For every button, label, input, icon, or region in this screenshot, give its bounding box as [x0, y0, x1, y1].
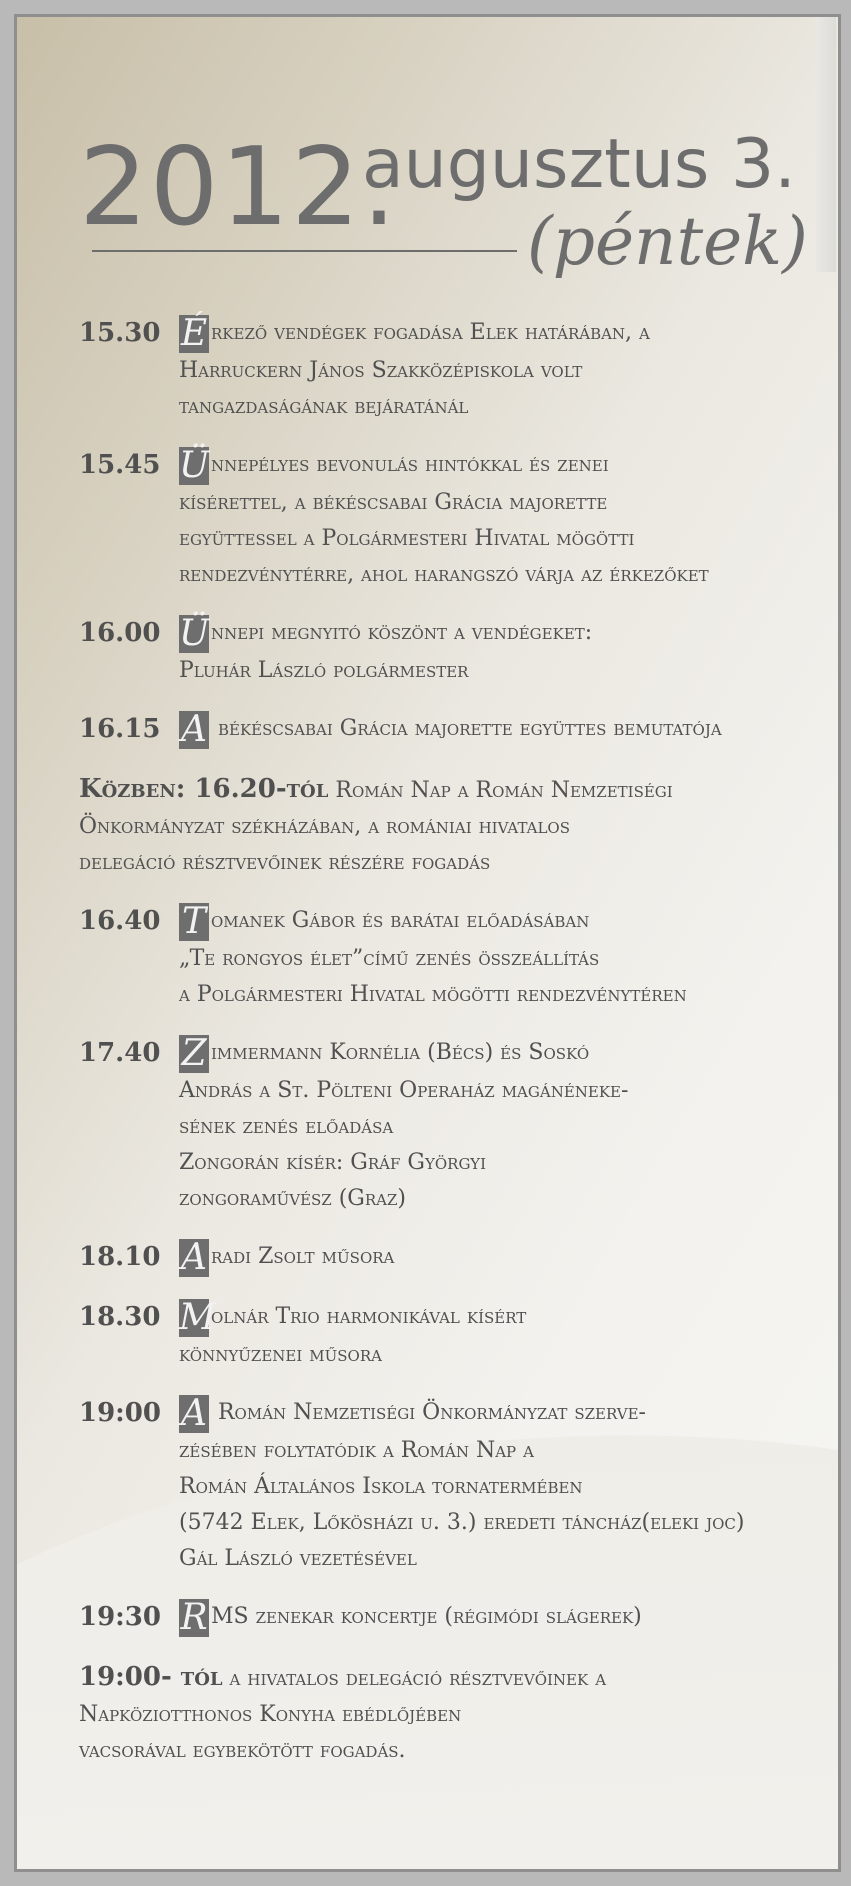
event-line [179, 1433, 819, 1469]
event-line-text: Román Nap a Román Nemzetiségi [328, 778, 673, 803]
event-time: 17.40 [79, 1038, 161, 1068]
drop-cap: T [179, 903, 209, 941]
event-line [79, 1697, 819, 1733]
event-line [179, 557, 819, 593]
event-line-text: nnepi megnyitó köszönt a vendégeket: [211, 620, 593, 645]
header-day: (péntek) [527, 203, 808, 280]
event-line-text: vacsorával egybekötött fogadás. [79, 1738, 406, 1763]
event-text [179, 1239, 819, 1277]
event-line-text: Napköziotthonos Konyha ebédlőjében [79, 1702, 462, 1727]
drop-cap: É [180, 313, 208, 354]
event-line [179, 1505, 819, 1541]
drop-cap: A [181, 1393, 207, 1434]
event-line [179, 941, 819, 977]
drop-cap: A [181, 1237, 207, 1278]
event-line-text: MS zenekar koncertje (régimódi slágerek) [211, 1604, 642, 1629]
event-line-text: tangazdaságának bejáratánál [179, 394, 469, 419]
event-item [79, 1395, 819, 1577]
drop-cap: A [181, 709, 207, 750]
event-text [179, 315, 819, 425]
event-line [179, 1299, 819, 1337]
event-line-text: rkező vendégek fogadása Elek határában, a [211, 320, 650, 345]
event-item [79, 771, 819, 881]
event-line [179, 615, 819, 653]
event-line [79, 771, 819, 809]
event-line [79, 845, 819, 881]
drop-cap: Ü [179, 613, 210, 654]
event-time: 18.10 [79, 1242, 161, 1272]
event-line-text: sének zenés előadása [179, 1114, 394, 1139]
event-line-text: delegáció résztvevőinek részére fogadás [79, 850, 491, 875]
event-line [179, 315, 819, 353]
header-month: augusztus 3. [362, 125, 796, 204]
event-line-text: András a St. Pölteni Operaház magánéneke- [179, 1078, 629, 1103]
event-line [179, 521, 819, 557]
event-lead: Közben: 16.20-tól [79, 774, 329, 804]
event-text [179, 1599, 819, 1637]
event-line-text: immermann Kornélia (Bécs) és Soskó [211, 1040, 590, 1065]
drop-cap: Ü [179, 445, 210, 486]
event-line [179, 389, 819, 425]
event-item [79, 711, 819, 749]
event-line-text: zésében folytatódik a Román Nap a [179, 1438, 534, 1463]
event-line-text: olnár Trio harmonikával kísért [211, 1304, 527, 1329]
event-text [79, 1659, 819, 1769]
event-line-text: (5742 Elek, Lőkösházi u. 3.) eredeti táncház(eleki joc) [179, 1510, 745, 1535]
drop-cap: R [180, 1597, 208, 1638]
event-line-text: radi Zsolt műsora [211, 1244, 395, 1269]
event-line [179, 447, 819, 485]
event-line-text: Román Általános Iskola tornatermében [179, 1474, 583, 1499]
program-panel [14, 14, 841, 1872]
event-time: 16.15 [79, 714, 161, 744]
event-time: 16.00 [79, 618, 161, 648]
event-line [179, 1073, 819, 1109]
event-time: 19:00 [79, 1398, 161, 1428]
event-item [79, 1239, 819, 1277]
event-line-text: a Polgármesteri Hivatal mögötti rendezvénytéren [179, 982, 687, 1007]
event-item [79, 1035, 819, 1217]
event-line [179, 1035, 819, 1073]
event-line-text: omanek Gábor és barátai előadásában [211, 908, 590, 933]
event-line-text: békéscsabai Grácia majorette együttes bemutatója [211, 716, 722, 741]
event-line [179, 485, 819, 521]
event-item [79, 1659, 819, 1769]
event-text [179, 1395, 819, 1577]
event-line-text: Zongorán kísér: Gráf Györgyi [179, 1150, 487, 1175]
event-time: 15.45 [79, 450, 161, 480]
event-line [179, 653, 819, 689]
header-year: 2012. [79, 125, 399, 250]
event-time: 19:30 [79, 1602, 161, 1632]
event-line [79, 1733, 819, 1769]
event-line [179, 711, 819, 749]
event-list [79, 315, 819, 1791]
event-line [79, 1659, 819, 1697]
event-line [79, 809, 819, 845]
header-rule [92, 250, 517, 252]
event-item [79, 903, 819, 1013]
event-text [179, 1299, 819, 1373]
drop-cap: M [179, 1297, 216, 1338]
event-line-text: „Te rongyos élet”című zenés összeállítás [179, 946, 600, 971]
event-item [79, 1599, 819, 1637]
event-text [179, 615, 819, 689]
event-item [79, 315, 819, 425]
event-line-text: nnepélyes bevonulás hintókkal és zenei [211, 452, 609, 477]
event-line [179, 1239, 819, 1277]
event-line [179, 1541, 819, 1577]
event-line-text: Román Nemzetiségi Önkormányzat szerve- [211, 1400, 646, 1425]
event-item [79, 1299, 819, 1373]
event-line-text: kísérettel, a békéscsabai Grácia majorette [179, 490, 608, 515]
event-line-text: könnyűzenei műsora [179, 1342, 382, 1367]
event-time: 16.40 [79, 906, 161, 936]
event-text [179, 903, 819, 1013]
event-line-text: zongoraművész (Graz) [179, 1186, 407, 1211]
event-text [179, 447, 819, 593]
event-text [79, 771, 819, 881]
event-line-text: Gál László vezetésével [179, 1546, 417, 1571]
event-time: 18.30 [79, 1302, 161, 1332]
event-time: 15.30 [79, 318, 161, 348]
event-line-text: Önkormányzat székházában, a romániai hivatalos [79, 814, 570, 839]
drop-cap: Z [179, 1035, 209, 1073]
event-line [179, 903, 819, 941]
event-line [179, 353, 819, 389]
event-line [179, 977, 819, 1013]
event-line [179, 1469, 819, 1505]
event-item [79, 615, 819, 689]
event-line [179, 1395, 819, 1433]
event-text [179, 711, 819, 749]
event-line [179, 1145, 819, 1181]
event-item [79, 447, 819, 593]
event-line [179, 1599, 819, 1637]
event-line [179, 1337, 819, 1373]
event-line [179, 1109, 819, 1145]
event-line-text: a hivatalos delegáció résztvevőinek a [222, 1666, 607, 1691]
event-line-text: Pluhár László polgármester [179, 658, 469, 683]
event-line-text: Harruckern János Szakközépiskola volt [179, 358, 583, 383]
event-text [179, 1035, 819, 1217]
event-line [179, 1181, 819, 1217]
event-line-text: rendezvénytérre, ahol harangszó várja az érkezőket [179, 562, 709, 587]
event-line-text: együttessel a Polgármesteri Hivatal mögötti [179, 526, 635, 551]
event-lead: 19:00- tól [79, 1662, 223, 1692]
side-tab [816, 17, 836, 272]
